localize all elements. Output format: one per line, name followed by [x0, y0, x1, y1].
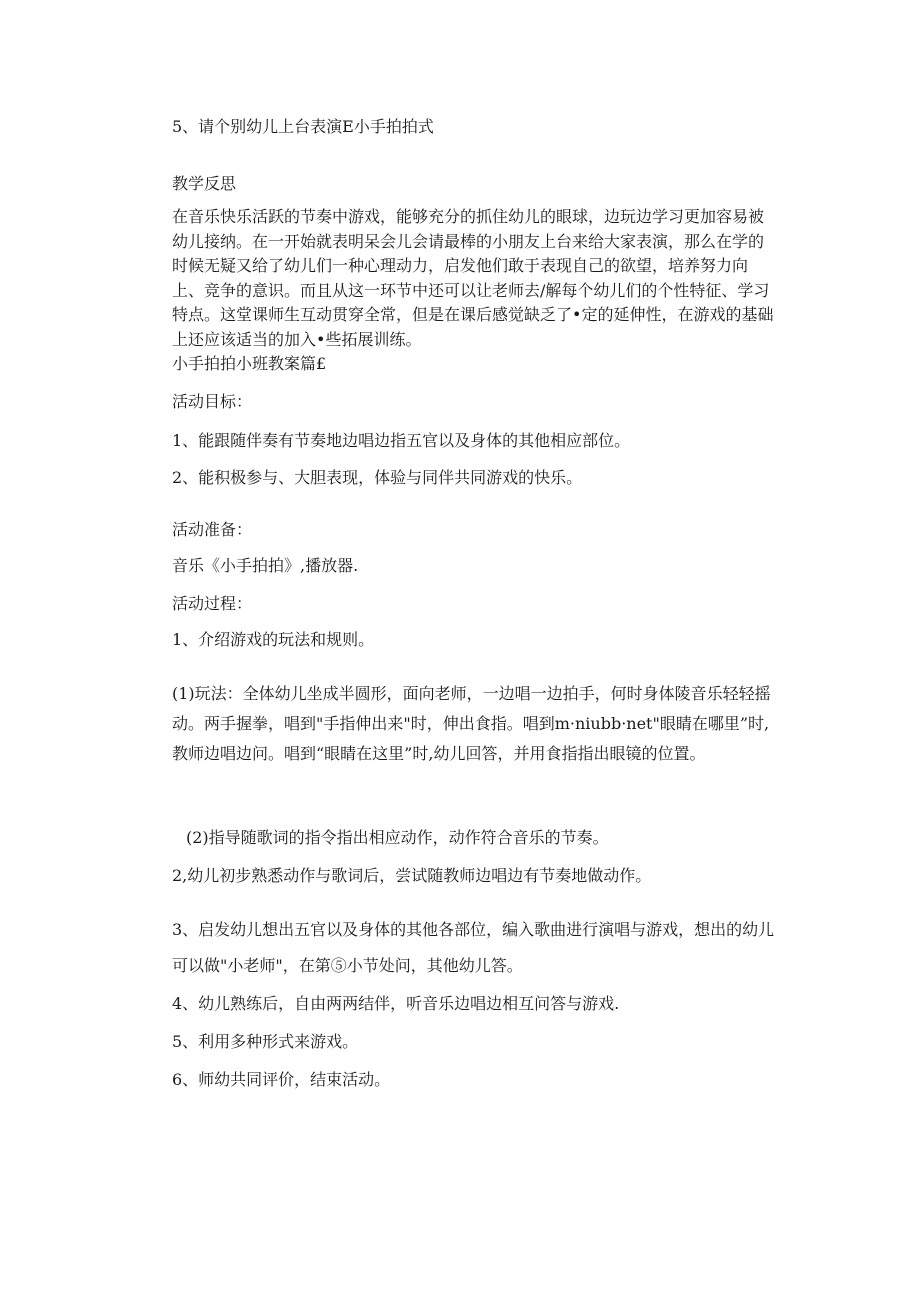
text-line: 1、介绍游戏的玩法和规则。: [172, 630, 375, 649]
reflection-paragraph: 在音乐快乐活跃的节奏中游戏，能够充分的抓住幼儿的眼球，边玩边学习更加容易被幼儿接纳。在一开始就表明呆会儿会请最棒的小朋友上台来给大家表演，那么在学的时候无疑又给了幼儿们一种心理动力，启发他们敢于表现自己的欲望，培养努力向上、竞争的意识。而且从这一环节中还可以让老师去/解每个幼儿们的个性特征、学习特点。这堂课师生互动贯穿全常，但是在课后感觉缺乏了•定的延伸性，在游戏的基础上还应该适当的加入•些拓展训练。: [172, 207, 774, 349]
text-line: 6、师幼共同评价，结束活动。: [172, 1070, 391, 1089]
text-line: 活动过程：: [172, 594, 253, 613]
text-line: 2、能积极参与、大胆表现，体验与同伴共同游戏的快乐。: [172, 468, 583, 487]
text-line: 活动目标：: [172, 392, 253, 411]
section-heading: 小手拍拍小班教案篇£: [172, 354, 327, 373]
step3-paragraph: 3、启发幼儿想出五官以及身体的其他各部位，编入歌曲进行演唱与游戏，想出的幼儿可以做"小老师"，在第⑤小节处问，其他幼儿答。: [172, 920, 775, 975]
play-rules-paragraph: (1)玩法：全体幼儿坐成半圆形，面向老师，一边唱一边拍手，何时身体陵音乐轻轻摇动。两手握拳，唱到"手指伸出来"时，伸出食指。唱到m·niubb·net"眼睛在哪里”时,教师边唱边问。唱到“眼睛在这里”时,幼儿回答，并用食指指出眼镜的位置。: [172, 684, 771, 763]
text-line: 5、利用多种形式来游戏。: [172, 1032, 359, 1051]
text-line: 音乐《小手拍拍》,播放器.: [172, 556, 359, 575]
text-line: 活动准备：: [172, 520, 253, 539]
text-line: 4、幼儿熟练后，自由两两结伴，听音乐边唱边相互问答与游戏.: [172, 994, 620, 1013]
text-line: 1、能跟随伴奏有节奏地边唱边指五官以及身体的其他相应部位。: [172, 431, 631, 450]
section-heading: 教学反思: [172, 174, 237, 193]
text-line: 2,幼儿初步熟悉动作与歌词后，尝试随教师边唱边有节奏地做动作。: [172, 866, 652, 885]
text-line: (2)指导随歌词的指令指出相应动作，动作符合音乐的节奏。: [186, 828, 609, 847]
text-line: 5、请个别幼儿上台表演E小手拍拍式: [172, 117, 434, 136]
